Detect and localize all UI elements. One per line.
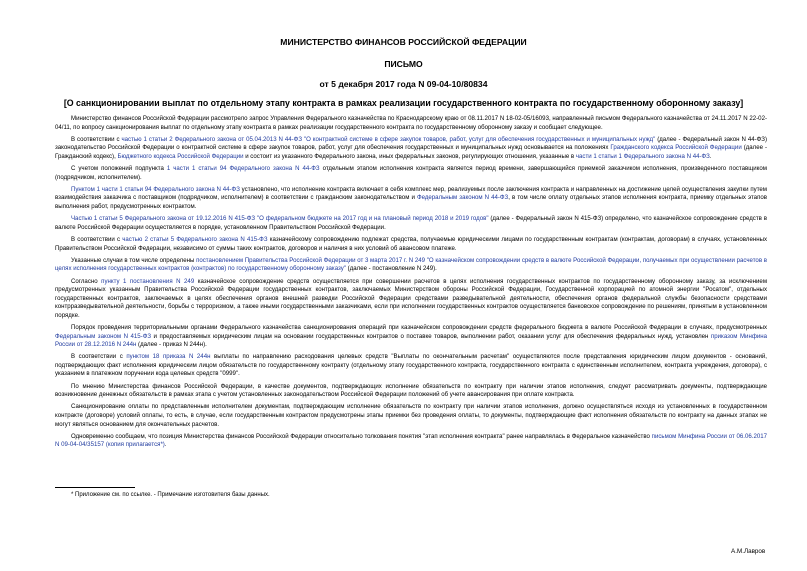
body-paragraph: [55, 236, 767, 253]
legal-reference-link[interactable]: Бюджетного кодекса Российской Федерации: [117, 152, 244, 160]
paragraph-text: .: [164, 441, 167, 449]
paragraph-text: (далее - постановление N 249).: [345, 265, 437, 273]
body-paragraph: [55, 115, 767, 132]
footnote: * Приложение см. по ссылке. - Примечание изготовителя базы данных.: [71, 492, 270, 498]
paragraph-text: (далее - приказ N 244н).: [136, 341, 207, 349]
paragraph-text: установлено, что исполнение контракта включает в себя комплекс мер, реализуемых после заключения контракта и направленных на достижение целей осуществления закупки путем взаимодействия заказчика с поставщиком (подрядчиком, исполнителем) в соответствии с гражданским законодательством и: [55, 185, 767, 202]
footnote-divider: [55, 487, 135, 488]
paragraph-text: Порядок проведения территориальными органами Федерального казначейства санкционирования операций при казначейском сопровождении средств федерального бюджета в валюте Российской Федерации в случаях, предусмотренных: [71, 323, 767, 331]
legal-reference-link[interactable]: Федеральным законом N 44-ФЗ: [416, 194, 509, 202]
ministry-heading: МИНИСТЕРСТВО ФИНАНСОВ РОССИЙСКОЙ ФЕДЕРАЦИИ: [280, 37, 527, 47]
body-paragraph: [55, 165, 767, 182]
paragraph-text: По мнению Министерства финансов Российской Федерации, в качестве документов, подтверждающих исполнение обязательств по контракту при наличии этапов исполнения, следует рассматривать документы, подтверждающие возникновение денежных обязательств в рамках этапа с учетом установленных законодательством Российской Федерации положений об учете авансирования при оплате контракта.: [55, 382, 767, 399]
paragraph-text: Одновременно сообщаем, что позиция Министерства финансов Российской Федерации относительно толкования понятия "этап исполнения контракта" ранее направлялась в Федеральное казначейство: [71, 432, 652, 440]
legal-reference-link[interactable]: постановлением Правительства Российской Федерации от 3 марта 2017 г. N 249 "О казначейском сопровождении средств в валюте Российской Федерации, получаемых при осуществлении расчетов в целях исполнения государственных контрактов (контрактов) по государственному оборонному заказу": [55, 256, 767, 273]
legal-reference-link[interactable]: частью 2 статьи 5 Федерального закона N 415-ФЗ: [122, 236, 268, 243]
paragraph-text: и предоставляемых юридическим лицам на основании государственных контрактов о поставке товаров, выполнении работ, оказании услуг для обеспечения федеральных нужд, установлен: [151, 332, 711, 340]
document-type: ПИСЬМО: [384, 59, 423, 69]
paragraph-text: выплаты по направлению расходования целевых средств "Выплаты по окончательным расчетам" осуществляются после представления юридическим лицом документов - оснований, подтверждающих факт исполнения юридическим лицом обязательств по государственному контракту (отдельному этапу государственного контракта, государственного контракта с единственным исполнителем, контракта учреждения, договора), с указанием в платежном поручении кода целевых средств "0999".: [55, 353, 767, 378]
paragraph-text: .: [709, 152, 712, 160]
paragraph-text: и состоит из указанного Федерального закона, иных федеральных законов, регулирующих отношения, указанные в: [243, 152, 576, 160]
body-paragraph: [55, 136, 767, 162]
body-paragraph: [55, 433, 767, 450]
body-paragraph: [55, 383, 767, 400]
legal-reference-link[interactable]: части 1 статьи 1 Федерального закона N 44-ФЗ: [575, 152, 710, 160]
paragraph-text: отдельным этапом исполнения контракта является период времени, завершающийся приемкой заказчиком исполнения, произведенного поставщиком (подрядчиком, исполнителем).: [55, 165, 767, 181]
document-subject: [О санкционировании выплат по отдельному этапу контракта в рамках реализации государственного контракта по государственному оборонному заказу]: [63, 98, 744, 108]
body-paragraph: [55, 257, 767, 274]
paragraph-text: С учетом положений подпункта: [71, 165, 167, 173]
document-date-number: от 5 декабря 2017 года N 09-04-10/80834: [319, 79, 488, 89]
document-body: [55, 115, 767, 454]
signature: А.М.Лавров: [731, 548, 766, 555]
paragraph-text: , в том числе оплату отдельных этапов исполнения контракта, приемку отдельных этапов выполнения работ, предусмотренных контрактом.: [55, 194, 767, 210]
legal-reference-link[interactable]: приказом Минфина России от 28.12.2016 N 244н: [55, 332, 767, 349]
paragraph-text: казначейскому сопровождению подлежат средства, получаемые юридическими лицами по государственным контрактам (контрактам, договорам) в случаях, установленных Правительством Российской Федерации, независимо от суммы таких контрактов, договоров и наличия в них условий об авансовом платеже.: [55, 236, 768, 252]
legal-reference-link[interactable]: пункту 1 постановления N 249: [101, 277, 195, 285]
paragraph-text: В соответствии с: [71, 135, 122, 143]
body-paragraph: [55, 186, 767, 212]
body-paragraph: [55, 353, 767, 379]
body-paragraph: [55, 324, 767, 350]
legal-reference-link[interactable]: 1 части 1 статьи 94 Федерального закона N 44-ФЗ: [166, 165, 320, 173]
legal-reference-link[interactable]: Пунктом 1 части 1 статьи 94 Федерального закона N 44-ФЗ: [71, 185, 240, 193]
legal-reference-link[interactable]: Федеральным законом N 415-ФЗ: [55, 332, 152, 340]
paragraph-text: казначейское сопровождение средств осуществляется при совершении расчетов в целях исполнения государственных контрактов по государственному оборонному заказу, за исключением предусмотренных указанным Правительства Российской Федерации государственных контрактов, заключаемых Министерством обороны Российской Федерации, Государственной корпорацией по атомной энергии "Росатом", отдельных государственных контрактов, заключаемых в целях обеспечения органов внешней разведки Российской Федерации средствами разведывательной деятельности, обеспечения органов федеральной службы безопасности средствами контрразведывательной деятельности, борьбы с терроризмом, а также иными государственными заказчиками, если при исполнении государственных контрактов осуществляется банковское сопровождение по решениям, принятым в установленном порядке.: [55, 277, 768, 319]
paragraph-text: (далее - Федеральный закон N 44-ФЗ) законодательство Российской Федерации о контрактной системе в сфере закупок товаров, работ, услуг для обеспечения государственных и муниципальных нужд основывается на положениях: [55, 135, 767, 152]
body-paragraph: [55, 215, 767, 232]
body-paragraph: [55, 403, 767, 429]
legal-reference-link[interactable]: письмом Минфина России от 06.06.2017 N 09-04-04/35157 (копия прилагается*): [55, 432, 767, 449]
body-paragraph: [55, 278, 767, 321]
legal-reference-link[interactable]: Частью 1 статьи 5 Федерального закона от 19.12.2016 N 415-ФЗ "О федеральном бюджете на 2017 год и на плановый период 2018 и 2019 годов": [71, 215, 489, 223]
legal-reference-link[interactable]: пунктом 18 приказа N 244н: [126, 353, 211, 361]
paragraph-text: Указанные случаи в том числе определены: [71, 256, 197, 264]
legal-reference-link[interactable]: частью 1 статьи 2 Федерального закона от 05.04.2013 N 44-ФЗ "О контрактной системе в сфере закупок товаров, работ, услуг для обеспечения государственных и муниципальных нужд": [121, 135, 656, 143]
legal-reference-link[interactable]: Гражданского кодекса Российской Федерации: [610, 144, 742, 152]
paragraph-text: Санкционирование оплаты по представленным исполнителем документам, подтверждающим исполнение обязательств по контракту при наличии этапов исполнения, должно осуществляться исходя из установленных в государственном контракте (договоре) условий оплаты, то есть, в случае, если государственным контрактом предусмотрены этапы приемки без проведения оплаты, то документы, подтверждающие факт исполнения обязательств по контракту на данных этапах не могут являться основанием для окончательных расчетов.: [55, 403, 767, 428]
paragraph-text: Согласно: [71, 277, 102, 285]
paragraph-text: В соответствии с: [71, 236, 123, 243]
paragraph-text: Министерство финансов Российской Федерации рассмотрело запрос Управления Федерального казначейства по Краснодарскому краю от 08.11.2017 N 18-02-05/16093, направленный письмом Федерального казначейства от 24.11.2017 N 22-02-04/11, по вопросу санкционирования выплат по отдельному этапу контракта в рамках реализации государственного контракта по государственному оборонному заказу и сообщает следующее.: [55, 115, 767, 131]
paragraph-text: В соответствии с: [71, 353, 127, 361]
paragraph-text: (далее - Федеральный закон N 415-ФЗ) определено, что казначейское сопровождение средств в валюте Российской Федерации осуществляется в порядке, установленном Правительством Российской Федерации.: [55, 215, 767, 231]
paragraph-text: (далее - Гражданский кодекс),: [55, 144, 767, 160]
